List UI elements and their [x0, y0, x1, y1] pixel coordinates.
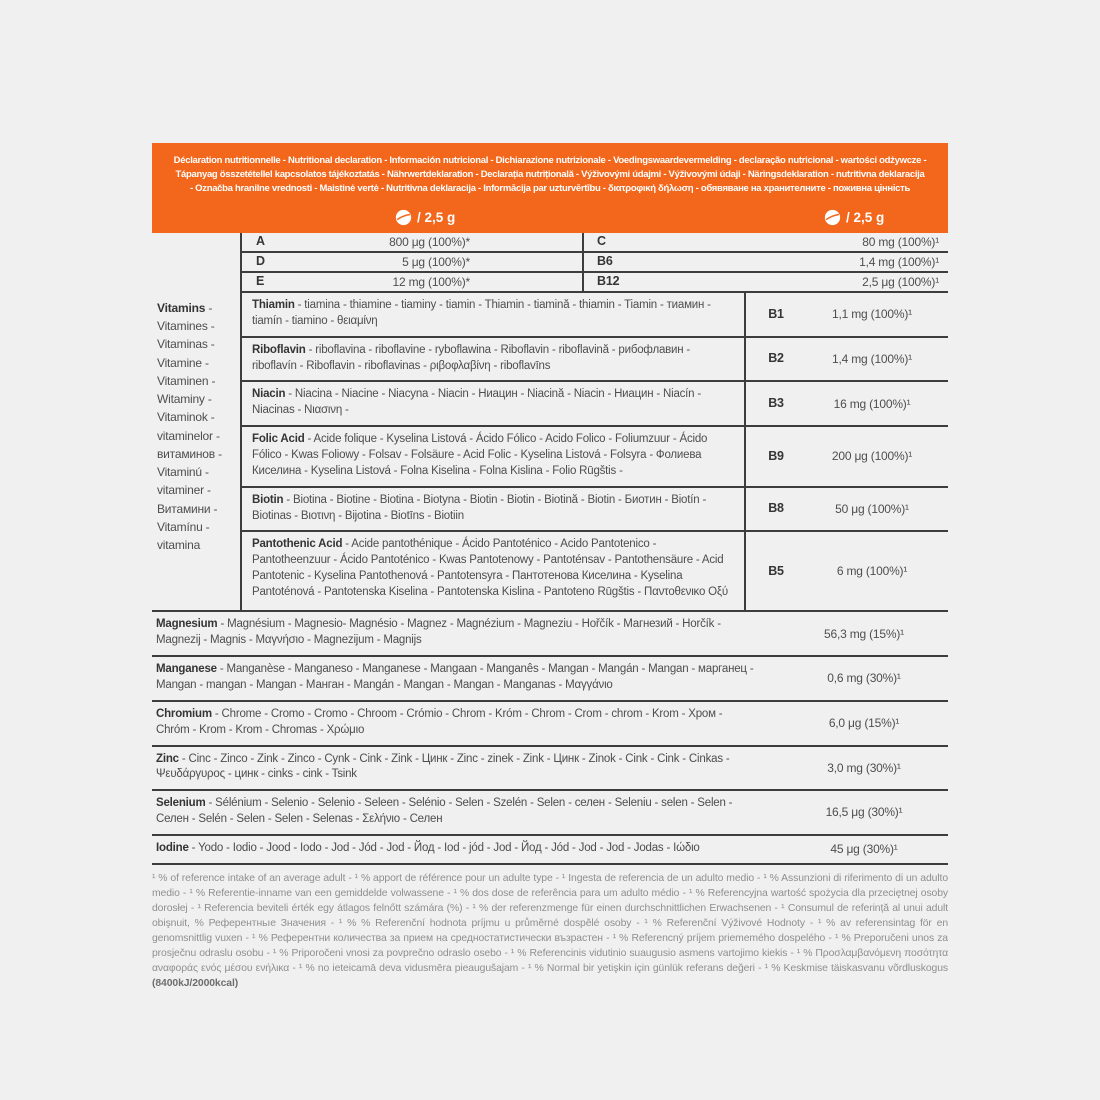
vitamin-value: 1,1 mg (100%)¹: [832, 307, 912, 322]
table-row: [152, 791, 948, 836]
mineral-value: 56,3 mg (15%)¹: [824, 626, 904, 641]
table-row: [152, 836, 948, 865]
table-row: [242, 233, 948, 253]
footnote-energy-value: (8400kJ/2000kcal): [152, 977, 239, 989]
mineral-value: 6,0 μg (15%)¹: [828, 715, 900, 730]
vitamins-section: [152, 233, 948, 612]
vitamin-value: 2,5 μg (100%)¹: [862, 274, 939, 289]
table-row: [152, 702, 948, 747]
table-row: [242, 382, 948, 427]
vitamin-code: B6: [597, 254, 613, 269]
mineral-names: Chromium - Chrome - Cromo - Cromo - Chroom - Crómio - Chrom - Króm - Chrom - Crom - chrom - Krom - Хром - Chróm - Krom - Krom - Chromas - Χρώμιο: [156, 707, 723, 736]
serving-size-left: [395, 209, 455, 226]
minerals-section: [152, 612, 948, 864]
vitamin-value: 800 μg (100%)*: [389, 234, 470, 249]
vitamin-code: B1: [768, 306, 784, 321]
vitamin-code: E: [256, 274, 265, 289]
vitamin-names: Pantothenic Acid - Acide pantothénique - Ácido Pantoténico - Acido Pantotenico - Pantotheenzuur - Ácido Pantoténico - Kwas Pantotenowy - Pantoténsav - Pantothensäure - Acid Pantotenic - Kyselina Pantothenová - Pantotensyra - Пантотенова Киселина - Kyselina Pantoténová - Pantotenska Kiselina - Pantotenska Kislina - Pantoteno Rūgštis - Παντοθενικο Οξύ: [252, 538, 728, 599]
mineral-names: Zinc - Cinc - Zinco - Zink - Zinco - Cynk - Cink - Zink - Цинк - Zinc - zinek - Zink - Цинк - Zinok - Cink - Cink - Cinkas - Ψευδάργυρος - цинк - cinks - cink - Tsink: [156, 752, 730, 781]
serving-size-left-label: / 2,5 g: [417, 210, 456, 225]
vitamin-code: D: [256, 254, 265, 269]
banner-line-2: Tápanyag összetétellel kapcsolatos tájékoztatás - Nährwertdeklaration - Declarația nutrițională - Výživovými údajmi - Výživovými údaji - Näringsdeklaration - nutritivna deklaracija: [175, 168, 925, 180]
vitamin-value: 1,4 mg (100%)¹: [832, 351, 912, 366]
vitamin-value: 200 μg (100%)¹: [831, 449, 913, 464]
vitamins-sidebar-translations: - Vitamines - Vitaminas - Vitamine - Vitaminen - Witaminy - Vitaminok - vitaminelor - витаминов - Vitaminú - vitaminer - Витамини - Vitamínu - vitamina: [157, 301, 222, 553]
table-row: [242, 338, 948, 383]
tablet-icon: [395, 209, 412, 226]
mineral-value: 3,0 mg (30%)¹: [827, 760, 901, 775]
table-row: [242, 488, 948, 533]
table-row: [242, 273, 948, 293]
mineral-value: 16,5 μg (30%)¹: [825, 805, 903, 820]
serving-size-right: [824, 209, 884, 226]
vitamins-sidebar: [152, 233, 242, 610]
table-row: [242, 427, 948, 488]
vitamin-code: B9: [768, 448, 784, 463]
vitamins-sidebar-title: Vitamins: [157, 301, 206, 315]
vitamin-names: Folic Acid - Acide folique - Kyselina Listová - Ácido Fólico - Acido Folico - Foliumzuur - Ácido Fólico - Kwas Foliowy - Folsav - Folsäure - Acid Folic - Kyselina Listová - Folsyra - Фолиева Киселина - Kyselina Listová - Folna Kiselina - Folna Kislina - Folio Rūgštis -: [252, 433, 708, 477]
nutrition-label: [152, 143, 948, 992]
table-row: [152, 657, 948, 702]
vitamin-value: 6 mg (100%)¹: [836, 564, 908, 579]
vitamin-names: Niacin - Niacina - Niacine - Niacyna - Niacin - Ниацин - Niacină - Niacin - Ниацин - Niacín - Niacinas - Νιασινη -: [252, 388, 701, 417]
reference-intake-footnote: [152, 872, 948, 992]
vitamin-code: B3: [768, 396, 784, 411]
footnote-text: ¹ % of reference intake of an average adult - ¹ % apport de référence pour un adulte type - ¹ Ingesta de referencia de un adulto medio - ¹ % Assunzioni di riferimento di un adulto medio - ¹ % Referentie-inname van een gemiddelde volwassene - ¹ % dos dose de referência para um adulto médio - ¹ % Referencyjna wartość spożycia dla przeciętnej osoby dorosłej - ¹ Referencia beviteli érték egy átlagos felnőtt számára (%) - ¹ % der referenzmenge für einen durchschnittlichen Erwachsenen - ¹ Consumul de referință al unui adult obişnuit, % Референтньıе Значения - ¹ % % Referenční hodnota príjmu u průměrné dospělé osoby - ¹ % Referenční Výživové Hodnoty - ¹ % av referensintag för en genomsnittlig vuxen - ¹ % Референтни количества за прием на средностатистически възрастен - ¹ % Referencný príjem priememého dospelého - ¹ % Preporučeni unos za prosječnu odraslu osobu - ¹ % Priporočeni vnosi za povprečno odraslo osebo - ¹ % Referencinis vidutinio suaugusio asmens vartojimo kiekis - ¹ % Προσλαμβανόμενη ποσότητα αναφοράς ενός μέσου ενήλικα - ¹ % no ieteicamā deva vidusmēra pieaugušajam - ¹ % Normal bir yetişkin için günlük referans değeri - ¹ % Keskmise täiskasvanu võrdluskogus: [152, 872, 948, 974]
vitamin-code: A: [256, 234, 265, 249]
mineral-value: 0,6 mg (30%)¹: [827, 671, 901, 686]
vitamin-value: 1,4 mg (100%)¹: [859, 254, 939, 269]
table-row: [242, 253, 948, 273]
vitamin-value: 16 mg (100%)¹: [833, 396, 911, 411]
mineral-names: Selenium - Sélénium - Selenio - Selenio - Seleen - Selénio - Selen - Szelén - Selen - селен - Seleniu - selen - Selen - Селен - Selén - Selen - Selen - Selenas - Σελήνιο - Селен: [156, 797, 733, 826]
vitamin-code: B5: [768, 563, 784, 578]
vitamin-names: Biotin - Biotina - Biotine - Biotina - Biotyna - Biotin - Biotin - Biotină - Biotin - Биотин - Biotín - Biotinas - Βιοτινη - Bijotina - Biotīns - Biotiin: [252, 493, 707, 522]
mineral-value: 45 μg (30%)¹: [830, 842, 898, 857]
vitamin-code: C: [597, 234, 606, 249]
serving-size-right-label: / 2,5 g: [846, 210, 885, 225]
table-row: [152, 747, 948, 792]
mineral-names: Manganese - Manganèse - Manganeso - Manganese - Mangaan - Manganês - Mangan - Mangán - Mangan - марганец - Mangan - mangan - Mangan - Манган - Mangán - Mangan - Mangan - Manganas - Μαγγάνιο: [156, 663, 754, 692]
mineral-names: Magnesium - Magnésium - Magnesio- Magnésio - Magnez - Magnézium - Magneziu - Hořčík - Магнезий - Horčík - Magnezij - Magnis - Μαγνήσιο - Magnezijum - Magnijs: [156, 618, 721, 647]
vitamin-code: B12: [597, 274, 620, 289]
banner-line-1: Déclaration nutritionnelle - Nutritional declaration - Información nutricional - Dichiarazione nutrizionale - Voedingswaardevermelding - declaração nutricional - wartości odżywcze -: [173, 155, 927, 166]
vitamin-value: 50 μg (100%)¹: [835, 501, 909, 516]
table-row: [152, 612, 948, 657]
vitamin-value: 5 μg (100%)*: [402, 254, 470, 269]
vitamin-code: B8: [768, 501, 784, 516]
vitamin-names: Riboflavin - riboflavina - riboflavine - ryboflawina - Riboflavin - riboflavină - рибофлавин - riboflavín - Riboflavin - riboflavinas - ριβοφλαβίνη - riboflavīns: [252, 343, 691, 372]
declaration-banner: [152, 143, 948, 233]
vitamin-value: 80 mg (100%)¹: [862, 234, 939, 249]
vitamin-names: Thiamin - tiamina - thiamine - tiaminy - tiamin - Thiamin - tiamină - thiamin - Tiamin - тиамин - tiamín - tiamino - θειαμίνη: [252, 299, 711, 327]
banner-line-3: - Označba hranilne vrednosti - Maistinė vertė - Nutritivna deklaracija - Informācija par uzturvērtību - διατροφική δήλωση - обявяване на хранителните - поживна цінність: [189, 182, 911, 194]
vitamin-code: B2: [768, 351, 784, 366]
mineral-names: Iodine - Yodo - Iodio - Jood - Iodo - Jod - Jód - Jod - Йод - Iod - jód - Jod - Йод - Jód - Jod - Jod - Jodas - Ιώδιο: [156, 842, 700, 855]
table-row: [242, 293, 948, 338]
table-row: [242, 532, 948, 610]
tablet-icon: [824, 209, 841, 226]
vitamin-value: 12 mg (100%)*: [392, 274, 470, 289]
